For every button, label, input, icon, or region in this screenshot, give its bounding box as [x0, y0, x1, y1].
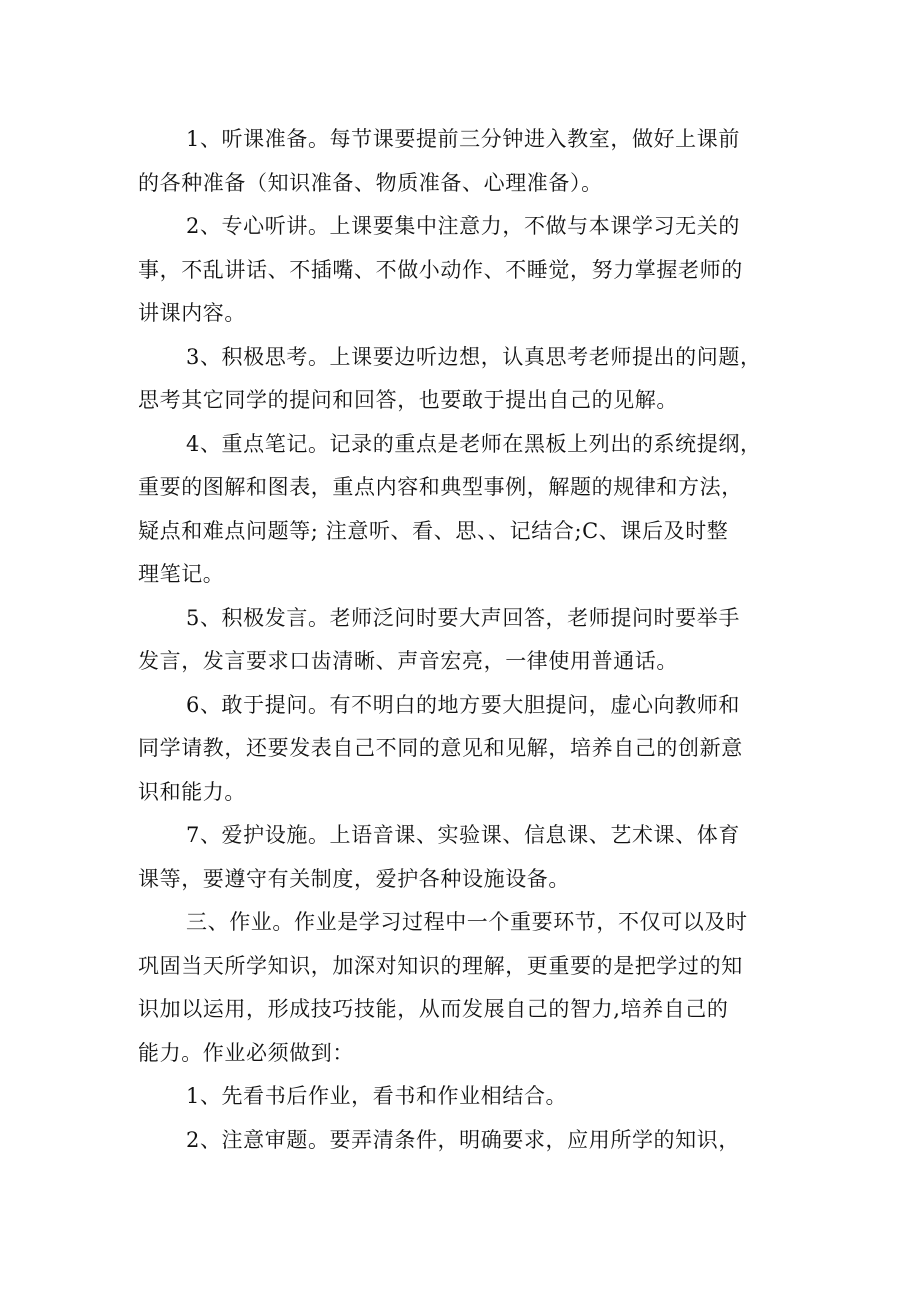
text-line: 5、积极发言。老师泛问时要大声回答，老师提问时要举手	[186, 605, 740, 630]
paragraph-key-notes	[138, 423, 798, 597]
text-line: 2、注意审题。要弄清条件，明确要求，应用所学的知识，	[186, 1127, 740, 1152]
paragraph-asking-questions	[138, 684, 798, 815]
text-line: 能力。作业必须做到：	[138, 1040, 354, 1065]
paragraph-active-thinking	[138, 336, 798, 423]
text-line: 的各种准备（知识准备、物质准备、心理准备）。	[138, 170, 603, 195]
paragraph-read-before-homework	[138, 1075, 798, 1119]
text-line: 识加以运用，形成技巧技能，从而发展自己的智力,培养自己的	[138, 997, 729, 1021]
text-line: 事，不乱讲话、不插嘴、不做小动作、不睡觉，努力掌握老师的	[138, 257, 743, 282]
text-line: 重要的图解和图表，重点内容和典型事例，解题的规律和方法，	[138, 475, 743, 499]
text-line: 三、作业。作业是学习过程中一个重要环节，不仅可以及时	[186, 910, 748, 934]
text-line: 讲课内容。	[138, 301, 246, 325]
text-line: 识和能力。	[138, 779, 246, 804]
text-line: 疑点和难点问题等; 注意听、看、思、、记结合;C、课后及时整	[138, 518, 729, 543]
text-line: 巩固当天所学知识，加深对知识的理解，更重要的是把学过的知	[138, 953, 743, 978]
text-line: 课等，要遵守有关制度，爱护各种设施设备。	[138, 866, 570, 891]
paragraph-listening-preparation	[138, 118, 798, 205]
paragraph-homework-section	[138, 901, 798, 1075]
text-line: 思考其它同学的提问和回答，也要敢于提出自己的见解。	[138, 388, 678, 412]
text-line: 3、积极思考。上课要边听边想，认真思考老师提出的问题，	[186, 344, 762, 369]
text-line: 1、听课准备。每节课要提前三分钟进入教室，做好上课前	[186, 127, 740, 151]
text-line: 1、先看书后作业，看书和作业相结合。	[186, 1084, 568, 1108]
text-line: 理笔记。	[138, 562, 225, 586]
paragraph-facilities	[138, 814, 798, 901]
text-line: 发言，发言要求口齿清晰、声音宏亮，一律使用普通话。	[138, 649, 678, 673]
text-line: 6、敢于提问。有不明白的地方要大胆提问，虚心向教师和	[186, 692, 740, 717]
text-line: 同学请教，还要发表自己不同的意见和见解，培养自己的创新意	[138, 736, 743, 760]
text-line: 7、爱护设施。上语音课、实验课、信息课、艺术课、体育	[186, 823, 740, 847]
paragraph-attentive-listening	[138, 205, 798, 336]
document-body	[138, 118, 798, 1162]
text-line: 2、专心听讲。上课要集中注意力，不做与本课学习无关的	[186, 214, 740, 238]
text-line: 4、重点笔记。记录的重点是老师在黑板上列出的系统提纲，	[186, 431, 762, 456]
paragraph-careful-reading	[138, 1119, 798, 1163]
paragraph-active-speaking	[138, 597, 798, 684]
